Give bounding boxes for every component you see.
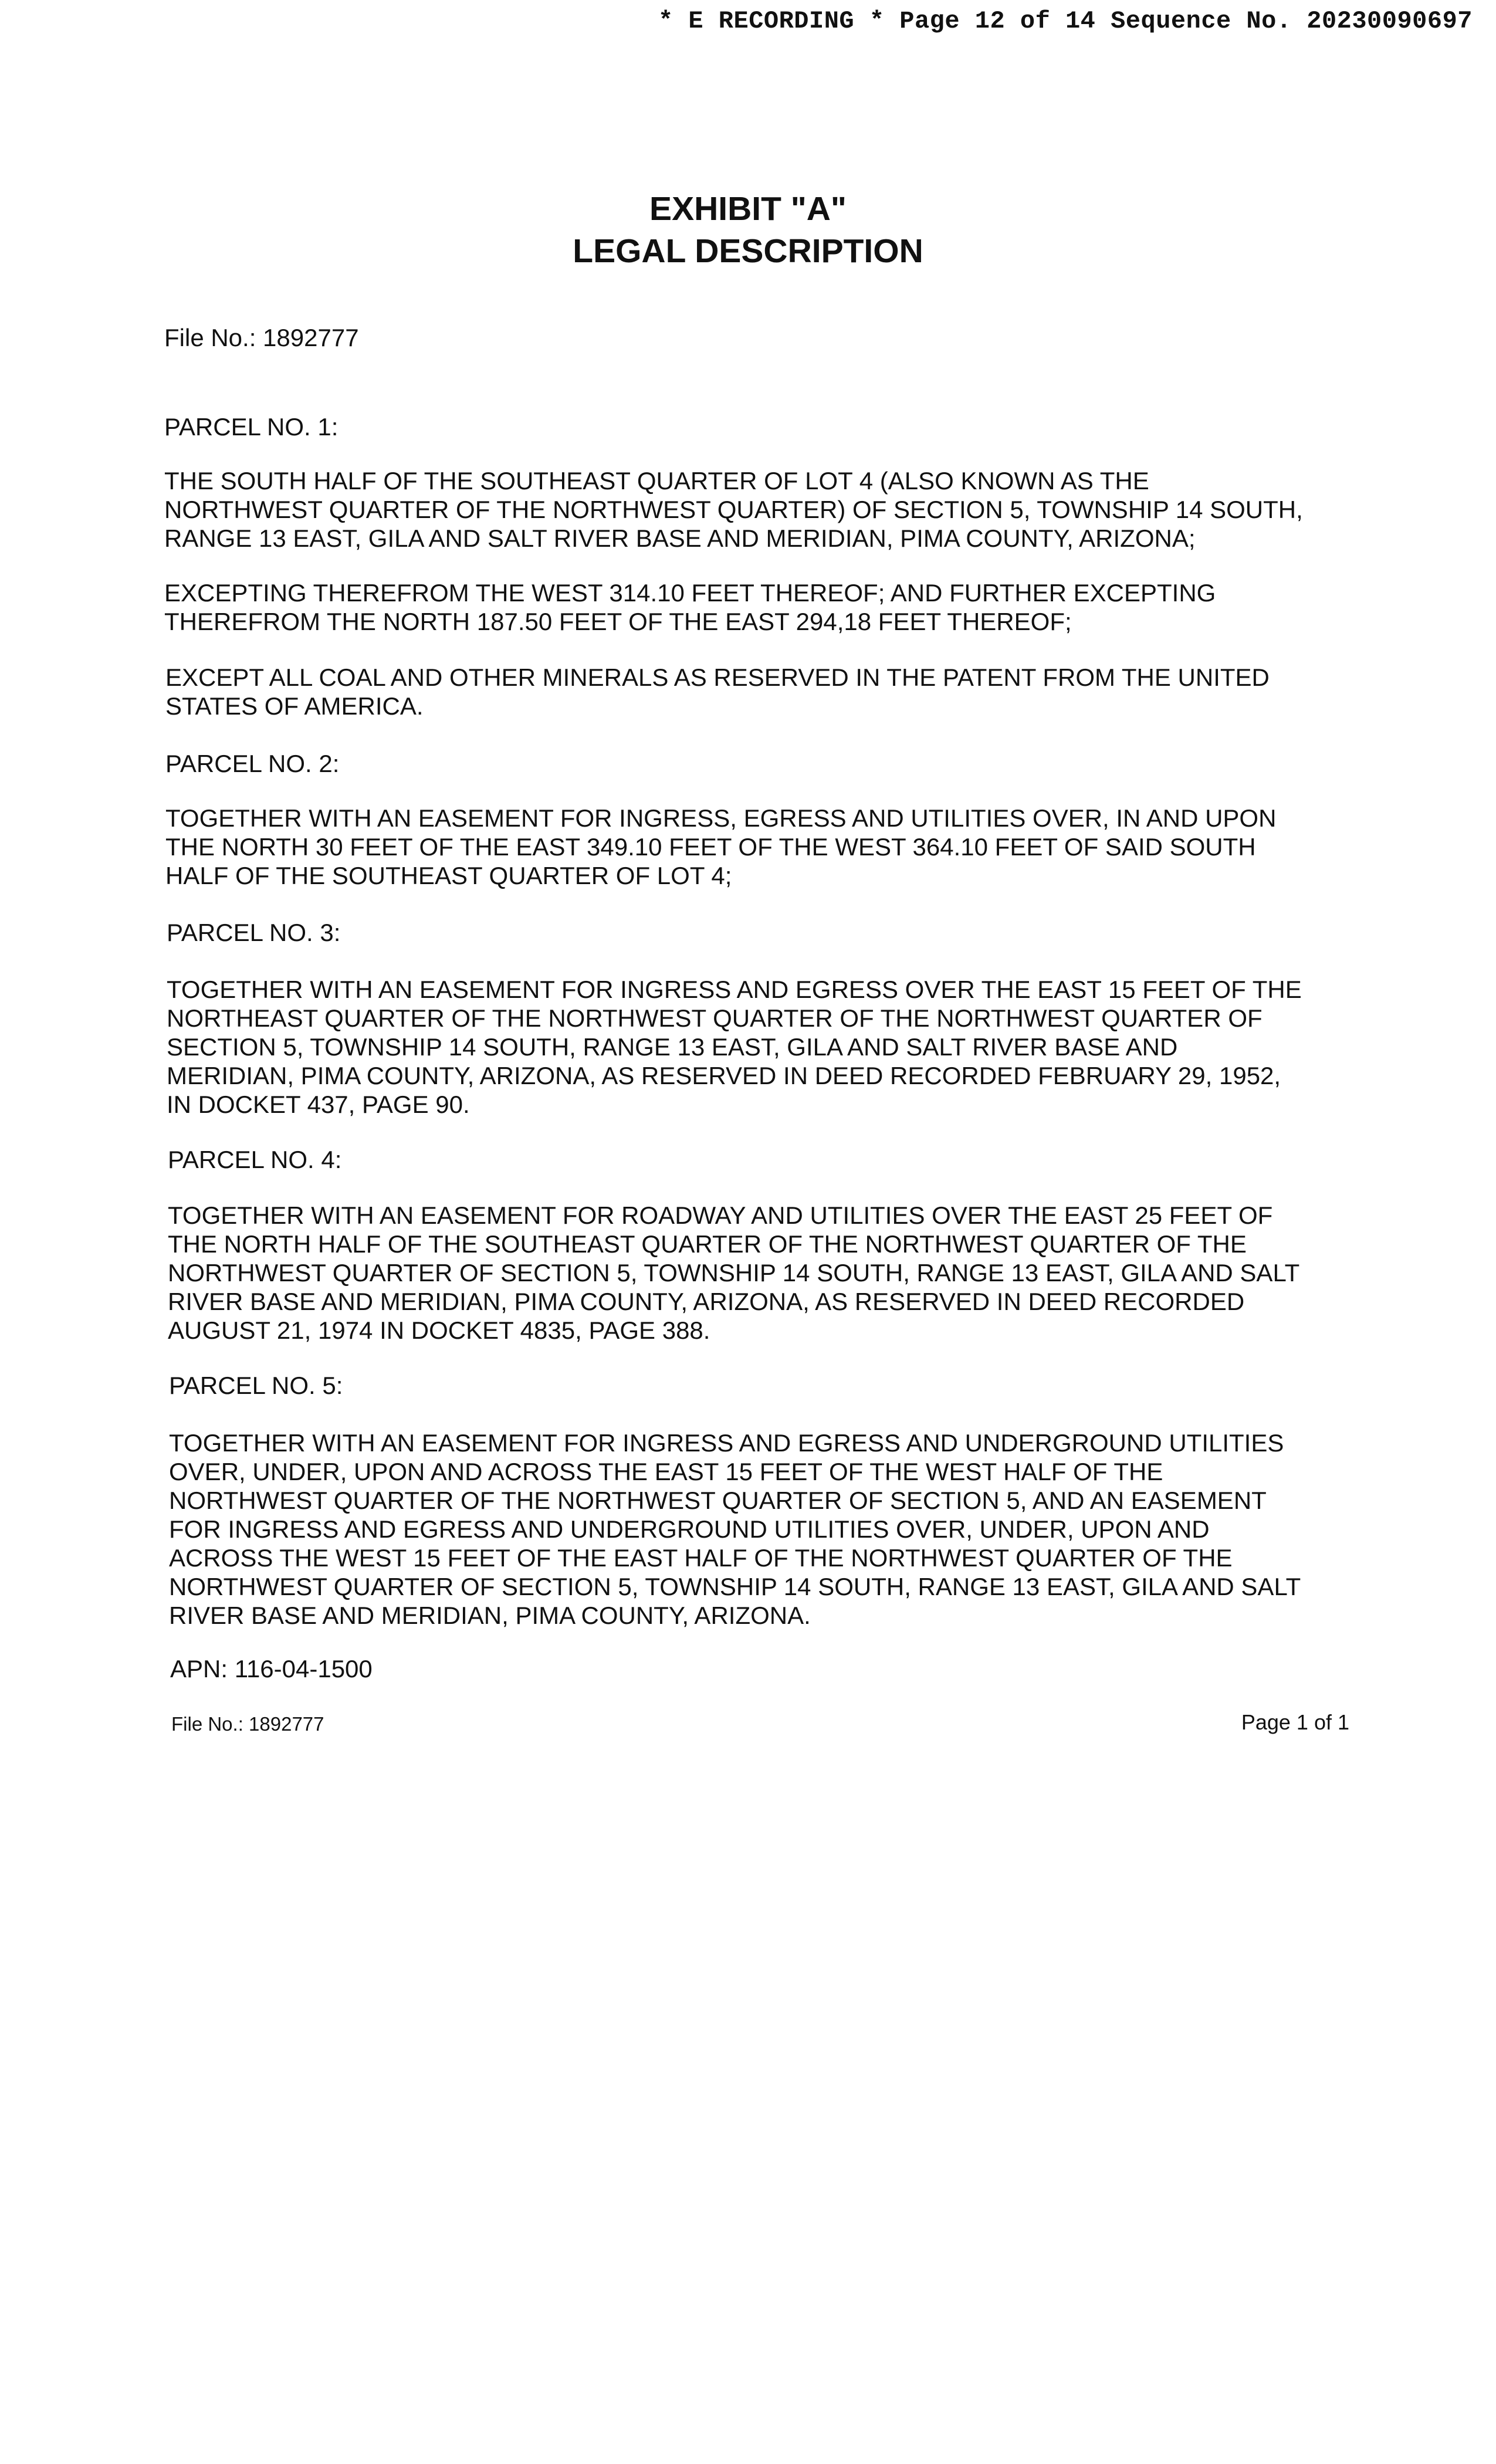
parcel-5-heading: PARCEL NO. 5: xyxy=(169,1372,343,1399)
parcel-3-description: TOGETHER WITH AN EASEMENT FOR INGRESS AND EGRESS OVER THE EAST 15 FEET OF THE NORTHEAST QUARTER OF THE NORTHWEST QUARTER OF THE NORTHWEST QUARTER OF SECTION 5, TOWNSHIP 14 SOUTH, RANGE 13 EAST, GILA AND SALT RIVER BASE AND MERIDIAN, PIMA COUNTY, ARIZONA, AS RESERVED IN DEED RECORDED FEBRUARY 29, 1952, IN DOCKET 437, PAGE 90. xyxy=(167,976,1302,1118)
parcel-1-exception: EXCEPTING THEREFROM THE WEST 314.10 FEET THEREOF; AND FURTHER EXCEPTING THEREFROM THE NORTH 187.50 FEET OF THE EAST 294,18 FEET THEREOF; xyxy=(164,579,1216,635)
parcel-4-description: TOGETHER WITH AN EASEMENT FOR ROADWAY AND UTILITIES OVER THE EAST 25 FEET OF THE NORTH HALF OF THE SOUTHEAST QUARTER OF THE NORTHWEST QUARTER OF THE NORTHWEST QUARTER OF SECTION 5, TOWNSHIP 14 SOUTH, RANGE 13 EAST, GILA AND SALT RIVER BASE AND MERIDIAN, PIMA COUNTY, ARIZONA, AS RESERVED IN DEED RECORDED AUGUST 21, 1974 IN DOCKET 4835, PAGE 388. xyxy=(168,1201,1300,1344)
parcel-2-description: TOGETHER WITH AN EASEMENT FOR INGRESS, EGRESS AND UTILITIES OVER, IN AND UPON THE NORTH 30 FEET OF THE EAST 349.10 FEET OF THE WEST 364.10 FEET OF SAID SOUTH HALF OF THE SOUTHEAST QUARTER OF LOT 4; xyxy=(165,804,1277,889)
parcel-2-heading: PARCEL NO. 2: xyxy=(165,750,340,777)
footer-file-number: File No.: 1892777 xyxy=(171,1713,324,1735)
footer-page-number: Page 1 of 1 xyxy=(1241,1710,1349,1734)
parcel-1-description: THE SOUTH HALF OF THE SOUTHEAST QUARTER OF LOT 4 (ALSO KNOWN AS THE NORTHWEST QUARTER OF THE NORTHWEST QUARTER) OF SECTION 5, TOWNSHIP 14 SOUTH, RANGE 13 EAST, GILA AND SALT RIVER BASE AND MERIDIAN, PIMA COUNTY, ARIZONA; xyxy=(164,467,1303,552)
parcel-5-description: TOGETHER WITH AN EASEMENT FOR INGRESS AND EGRESS AND UNDERGROUND UTILITIES OVER, UNDER, UPON AND ACROSS THE EAST 15 FEET OF THE WEST HALF OF THE NORTHWEST QUARTER OF THE NORTHWEST QUARTER OF SECTION 5, AND AN EASEMENT FOR INGRESS AND EGRESS AND UNDERGROUND UTILITIES OVER, UNDER, UPON AND ACROSS THE WEST 15 FEET OF THE EAST HALF OF THE NORTHWEST QUARTER OF THE NORTHWEST QUARTER OF SECTION 5, TOWNSHIP 14 SOUTH, RANGE 13 EAST, GILA AND SALT RIVER BASE AND MERIDIAN, PIMA COUNTY, ARIZONA. xyxy=(169,1429,1301,1629)
exhibit-title: EXHIBIT "A" xyxy=(649,190,847,228)
apn-number: APN: 116-04-1500 xyxy=(170,1655,373,1683)
parcel-1-mineral-exception: EXCEPT ALL COAL AND OTHER MINERALS AS RESERVED IN THE PATENT FROM THE UNITED STATES OF AMERICA. xyxy=(165,664,1270,720)
recording-header: * E RECORDING * Page 12 of 14 Sequence No. 20230090697 xyxy=(658,7,1473,35)
parcel-1-heading: PARCEL NO. 1: xyxy=(164,413,339,441)
parcel-4-heading: PARCEL NO. 4: xyxy=(168,1146,342,1173)
exhibit-subtitle: LEGAL DESCRIPTION xyxy=(573,232,923,270)
file-number: File No.: 1892777 xyxy=(164,324,359,351)
parcel-3-heading: PARCEL NO. 3: xyxy=(167,919,341,946)
exhibit-title-block xyxy=(0,188,1496,272)
